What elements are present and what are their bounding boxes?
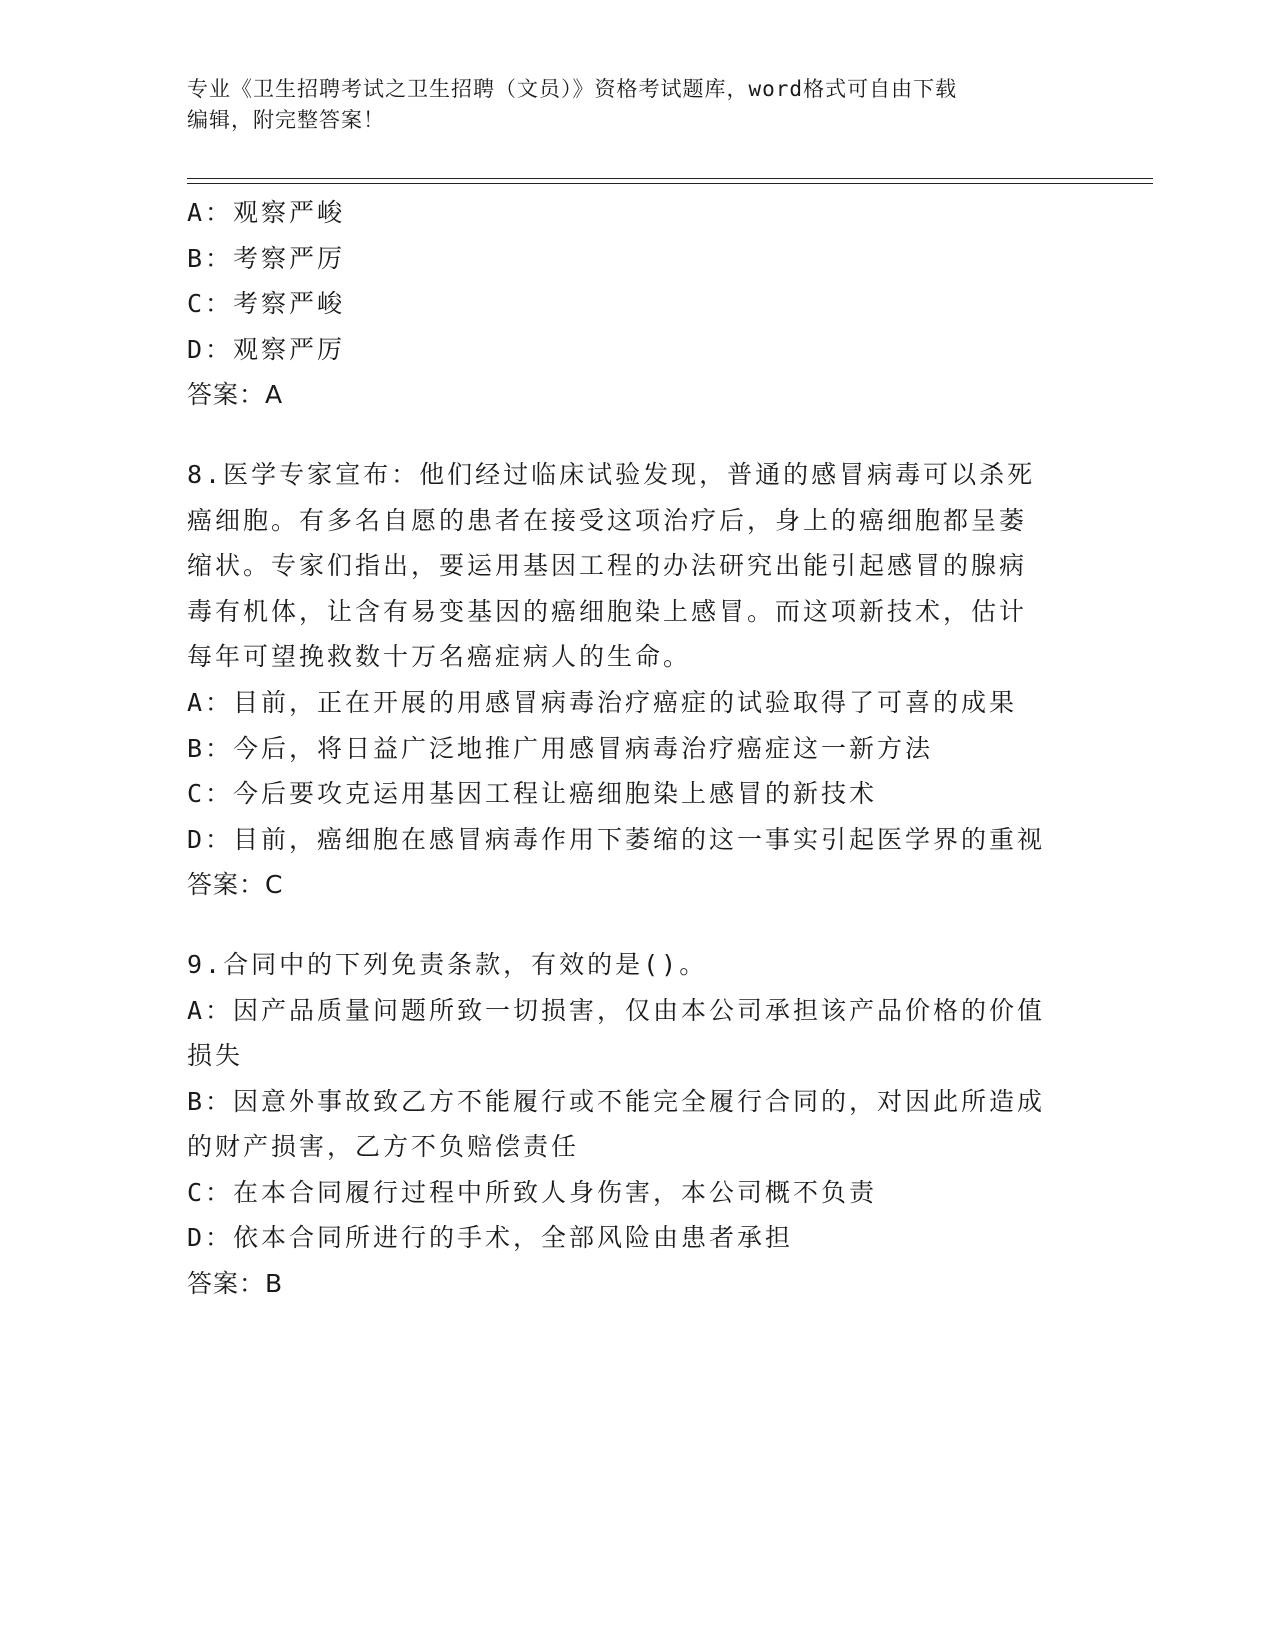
question-7 <box>187 190 1087 418</box>
q9-stem: 9.合同中的下列免责条款，有效的是()。 <box>187 949 708 979</box>
q7-option-c: C：考察严峻 <box>187 289 346 319</box>
header-divider-top <box>187 178 1153 179</box>
document-header <box>187 74 1067 136</box>
q8-stem-line-3: 缩状。专家们指出，要运用基因工程的办法研究出能引起感冒的腺病 <box>187 551 1028 581</box>
q8-option-b: B：今后，将日益广泛地推广用感冒病毒治疗癌症这一新方法 <box>187 733 934 763</box>
q8-option-c: C：今后要攻克运用基因工程让癌细胞染上感冒的新技术 <box>187 779 878 809</box>
q7-answer: 答案：A <box>187 380 284 410</box>
header-divider-bottom <box>187 183 1153 184</box>
q7-option-d: D：观察严厉 <box>187 334 346 364</box>
q8-answer: 答案：C <box>187 870 284 900</box>
q9-answer: 答案：B <box>187 1269 284 1299</box>
header-line-1: 专业《卫生招聘考试之卫生招聘（文员）》资格考试题库，word格式可自由下载 <box>187 77 958 101</box>
q8-option-a: A：目前，正在开展的用感冒病毒治疗癌症的试验取得了可喜的成果 <box>187 687 1018 717</box>
q9-option-b-line-2: 的财产损害，乙方不负赔偿责任 <box>187 1132 580 1162</box>
spacer <box>187 418 1087 452</box>
q9-option-a-line-2: 损失 <box>187 1041 244 1071</box>
question-content <box>187 190 1087 1307</box>
question-9 <box>187 942 1087 1307</box>
q7-option-b: B：考察严厉 <box>187 243 346 273</box>
q8-stem-line-2: 癌细胞。有多名自愿的患者在接受这项治疗后，身上的癌细胞都呈萎 <box>187 505 1028 535</box>
q9-option-d: D：依本合同所进行的手术，全部风险由患者承担 <box>187 1223 794 1253</box>
q8-option-d: D：目前，癌细胞在感冒病毒作用下萎缩的这一事实引起医学界的重视 <box>187 824 1046 854</box>
q9-option-c: C：在本合同履行过程中所致人身伤害，本公司概不负责 <box>187 1177 878 1207</box>
q7-option-a: A：观察严峻 <box>187 198 346 227</box>
q9-option-a-line-1: A：因产品质量问题所致一切损害，仅由本公司承担该产品价格的价值 <box>187 995 1046 1025</box>
q8-stem-line-1: 8.医学专家宣布：他们经过临床试验发现，普通的感冒病毒可以杀死 <box>187 459 1036 489</box>
header-line-2: 编辑，附完整答案！ <box>187 108 385 132</box>
q9-option-b-line-1: B：因意外事故致乙方不能履行或不能完全履行合同的，对因此所造成 <box>187 1086 1046 1116</box>
q8-stem-line-5: 每年可望挽救数十万名癌症病人的生命。 <box>187 642 692 672</box>
spacer <box>187 908 1087 942</box>
question-8 <box>187 452 1087 908</box>
q8-stem-line-4: 毒有机体，让含有易变基因的癌细胞染上感冒。而这项新技术，估计 <box>187 596 1028 626</box>
